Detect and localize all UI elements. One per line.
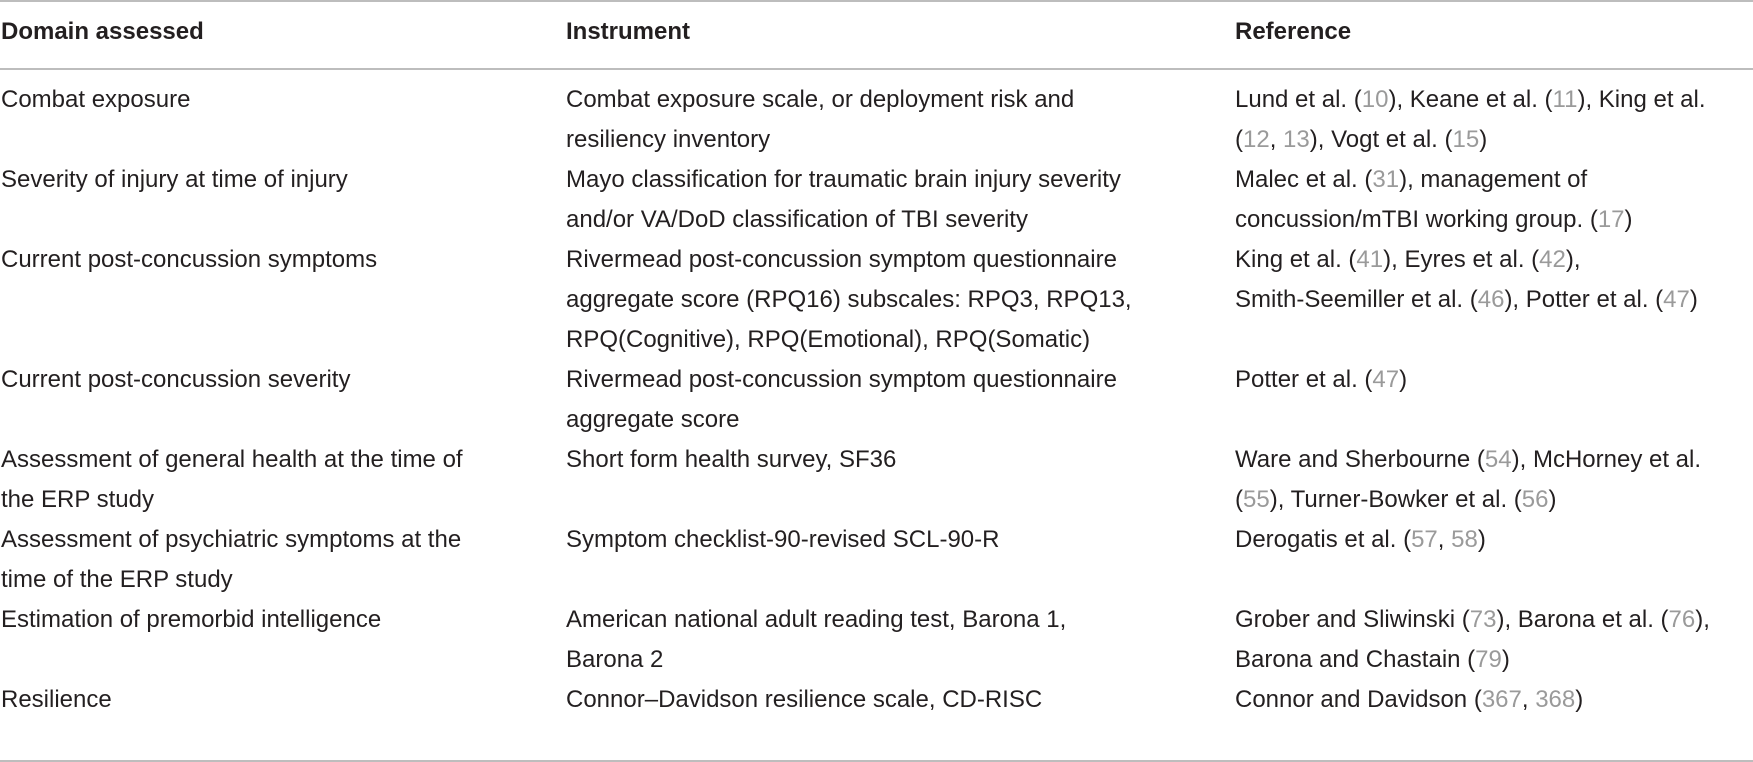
domain-cell-line: Current post-concussion symptoms: [1, 246, 378, 273]
reference-cell-line: [1235, 80, 1706, 120]
citation-link[interactable]: 367: [1481, 686, 1522, 713]
instrument-cell-line: aggregate score (RPQ16) subscales: RPQ3, RPQ13,: [566, 286, 1132, 313]
reference-cell-line: [1235, 200, 1633, 240]
reference-cell-line: [1235, 640, 1510, 680]
reference-cell-line: [1235, 680, 1583, 720]
citation-link[interactable]: 42: [1539, 246, 1566, 273]
reference-text: ),: [1565, 246, 1581, 273]
reference-text: ,: [1437, 526, 1452, 553]
reference-text: ): [1477, 526, 1486, 553]
reference-text: ), Vogt et al. (: [1309, 126, 1453, 153]
reference-text: ), Potter et al. (: [1504, 286, 1664, 313]
reference-cell-line: [1235, 440, 1701, 480]
reference-text: ): [1689, 286, 1698, 313]
instrument-cell-line: Barona 2: [566, 646, 664, 673]
reference-text: ), management of: [1399, 166, 1588, 193]
citation-link[interactable]: 76: [1668, 606, 1696, 633]
reference-text: Barona and Chastain (: [1235, 646, 1476, 673]
reference-cell-line: [1235, 160, 1587, 200]
reference-text: Malec et al. (: [1235, 166, 1373, 193]
reference-text: Connor and Davidson (: [1235, 686, 1482, 713]
reference-text: ,: [1521, 686, 1536, 713]
reference-text: ),: [1695, 606, 1710, 633]
reference-text: Smith-Seemiller et al. (: [1235, 286, 1478, 313]
domain-cell-line: Assessment of general health at the time of: [1, 446, 463, 473]
header-domain: Domain assessed: [1, 18, 204, 45]
citation-link[interactable]: 17: [1597, 206, 1625, 233]
citation-link[interactable]: 31: [1372, 166, 1400, 193]
reference-text: ), Turner-Bowker et al. (: [1269, 486, 1522, 513]
instrument-cell-line: RPQ(Cognitive), RPQ(Emotional), RPQ(Somatic): [566, 326, 1091, 353]
reference-text: ), Keane et al. (: [1388, 86, 1553, 113]
reference-text: ), Barona et al. (: [1496, 606, 1669, 633]
citation-link[interactable]: 55: [1243, 486, 1270, 513]
instrument-cell-line: and/or VA/DoD classification of TBI severity: [566, 206, 1028, 233]
reference-text: King et al. (: [1235, 246, 1357, 273]
citation-link[interactable]: 12: [1243, 126, 1270, 153]
reference-cell-line: [1235, 480, 1556, 520]
citation-link[interactable]: 73: [1469, 606, 1497, 633]
citation-link[interactable]: 10: [1361, 86, 1389, 113]
domain-cell-line: time of the ERP study: [1, 566, 233, 593]
instrument-cell-line: resiliency inventory: [566, 126, 771, 153]
reference-text: Grober and Sliwinski (: [1235, 606, 1470, 633]
reference-cell-line: [1235, 280, 1698, 320]
reference-cell-line: [1235, 120, 1487, 160]
domain-cell-line: Assessment of psychiatric symptoms at the: [1, 526, 462, 553]
reference-text: Lund et al. (: [1235, 86, 1362, 113]
reference-text: Derogatis et al. (: [1235, 526, 1412, 553]
instrument-cell-line: Mayo classification for traumatic brain injury severity: [566, 166, 1121, 193]
table-header-rule: [0, 68, 1753, 70]
citation-link[interactable]: 368: [1535, 686, 1576, 713]
reference-text: ): [1479, 126, 1488, 153]
reference-cell-line: [1235, 600, 1710, 640]
citation-link[interactable]: 13: [1283, 126, 1310, 153]
reference-text: ): [1624, 206, 1633, 233]
citation-link[interactable]: 46: [1477, 286, 1505, 313]
domain-cell-line: Current post-concussion severity: [1, 366, 351, 393]
citation-link[interactable]: 41: [1356, 246, 1384, 273]
reference-cell-line: [1235, 520, 1486, 560]
reference-text: concussion/mTBI working group. (: [1235, 206, 1598, 233]
citation-link[interactable]: 54: [1484, 446, 1512, 473]
table-top-rule: [0, 0, 1753, 2]
instrument-cell-line: Rivermead post-concussion symptom questionnaire: [566, 366, 1117, 393]
reference-text: ): [1575, 686, 1584, 713]
header-reference: Reference: [1235, 18, 1352, 45]
header-instrument: Instrument: [566, 18, 691, 45]
citation-link[interactable]: 56: [1521, 486, 1549, 513]
reference-text: Ware and Sherbourne (: [1235, 446, 1485, 473]
domain-cell-line: Resilience: [1, 686, 112, 713]
instrument-cell-line: Short form health survey, SF36: [566, 446, 897, 473]
citation-link[interactable]: 58: [1451, 526, 1478, 553]
reference-text: ), King et al.: [1577, 86, 1706, 113]
domain-cell-line: Severity of injury at time of injury: [1, 166, 348, 193]
instrument-cell-line: Connor–Davidson resilience scale, CD-RISC: [566, 686, 1043, 713]
reference-text: (: [1235, 486, 1243, 513]
instrument-cell-line: aggregate score: [566, 406, 740, 433]
reference-text: ): [1501, 646, 1510, 673]
instrument-cell-line: Symptom checklist-90-revised SCL-90-R: [566, 526, 1000, 553]
citation-link[interactable]: 79: [1475, 646, 1502, 673]
reference-text: ), Eyres et al. (: [1383, 246, 1540, 273]
citation-link[interactable]: 47: [1663, 286, 1690, 313]
citation-link[interactable]: 15: [1452, 126, 1480, 153]
reference-text: Potter et al. (: [1235, 366, 1373, 393]
instrument-cell-line: Combat exposure scale, or deployment risk and: [566, 86, 1075, 113]
domain-cell-line: the ERP study: [1, 486, 154, 513]
instrument-cell-line: American national adult reading test, Barona 1,: [566, 606, 1067, 633]
reference-cell-line: [1235, 240, 1581, 280]
reference-cell-line: [1235, 360, 1407, 400]
instrument-cell-line: Rivermead post-concussion symptom questionnaire: [566, 246, 1117, 273]
citation-link[interactable]: 57: [1411, 526, 1438, 553]
reference-text: ), McHorney et al.: [1511, 446, 1702, 473]
citation-link[interactable]: 11: [1552, 86, 1578, 113]
reference-text: ): [1548, 486, 1557, 513]
reference-text: (: [1235, 126, 1243, 153]
reference-text: ): [1399, 366, 1408, 393]
domain-cell-line: Combat exposure: [1, 86, 191, 113]
reference-text: ,: [1269, 126, 1284, 153]
citation-link[interactable]: 47: [1372, 366, 1400, 393]
domain-cell-line: Estimation of premorbid intelligence: [1, 606, 382, 633]
